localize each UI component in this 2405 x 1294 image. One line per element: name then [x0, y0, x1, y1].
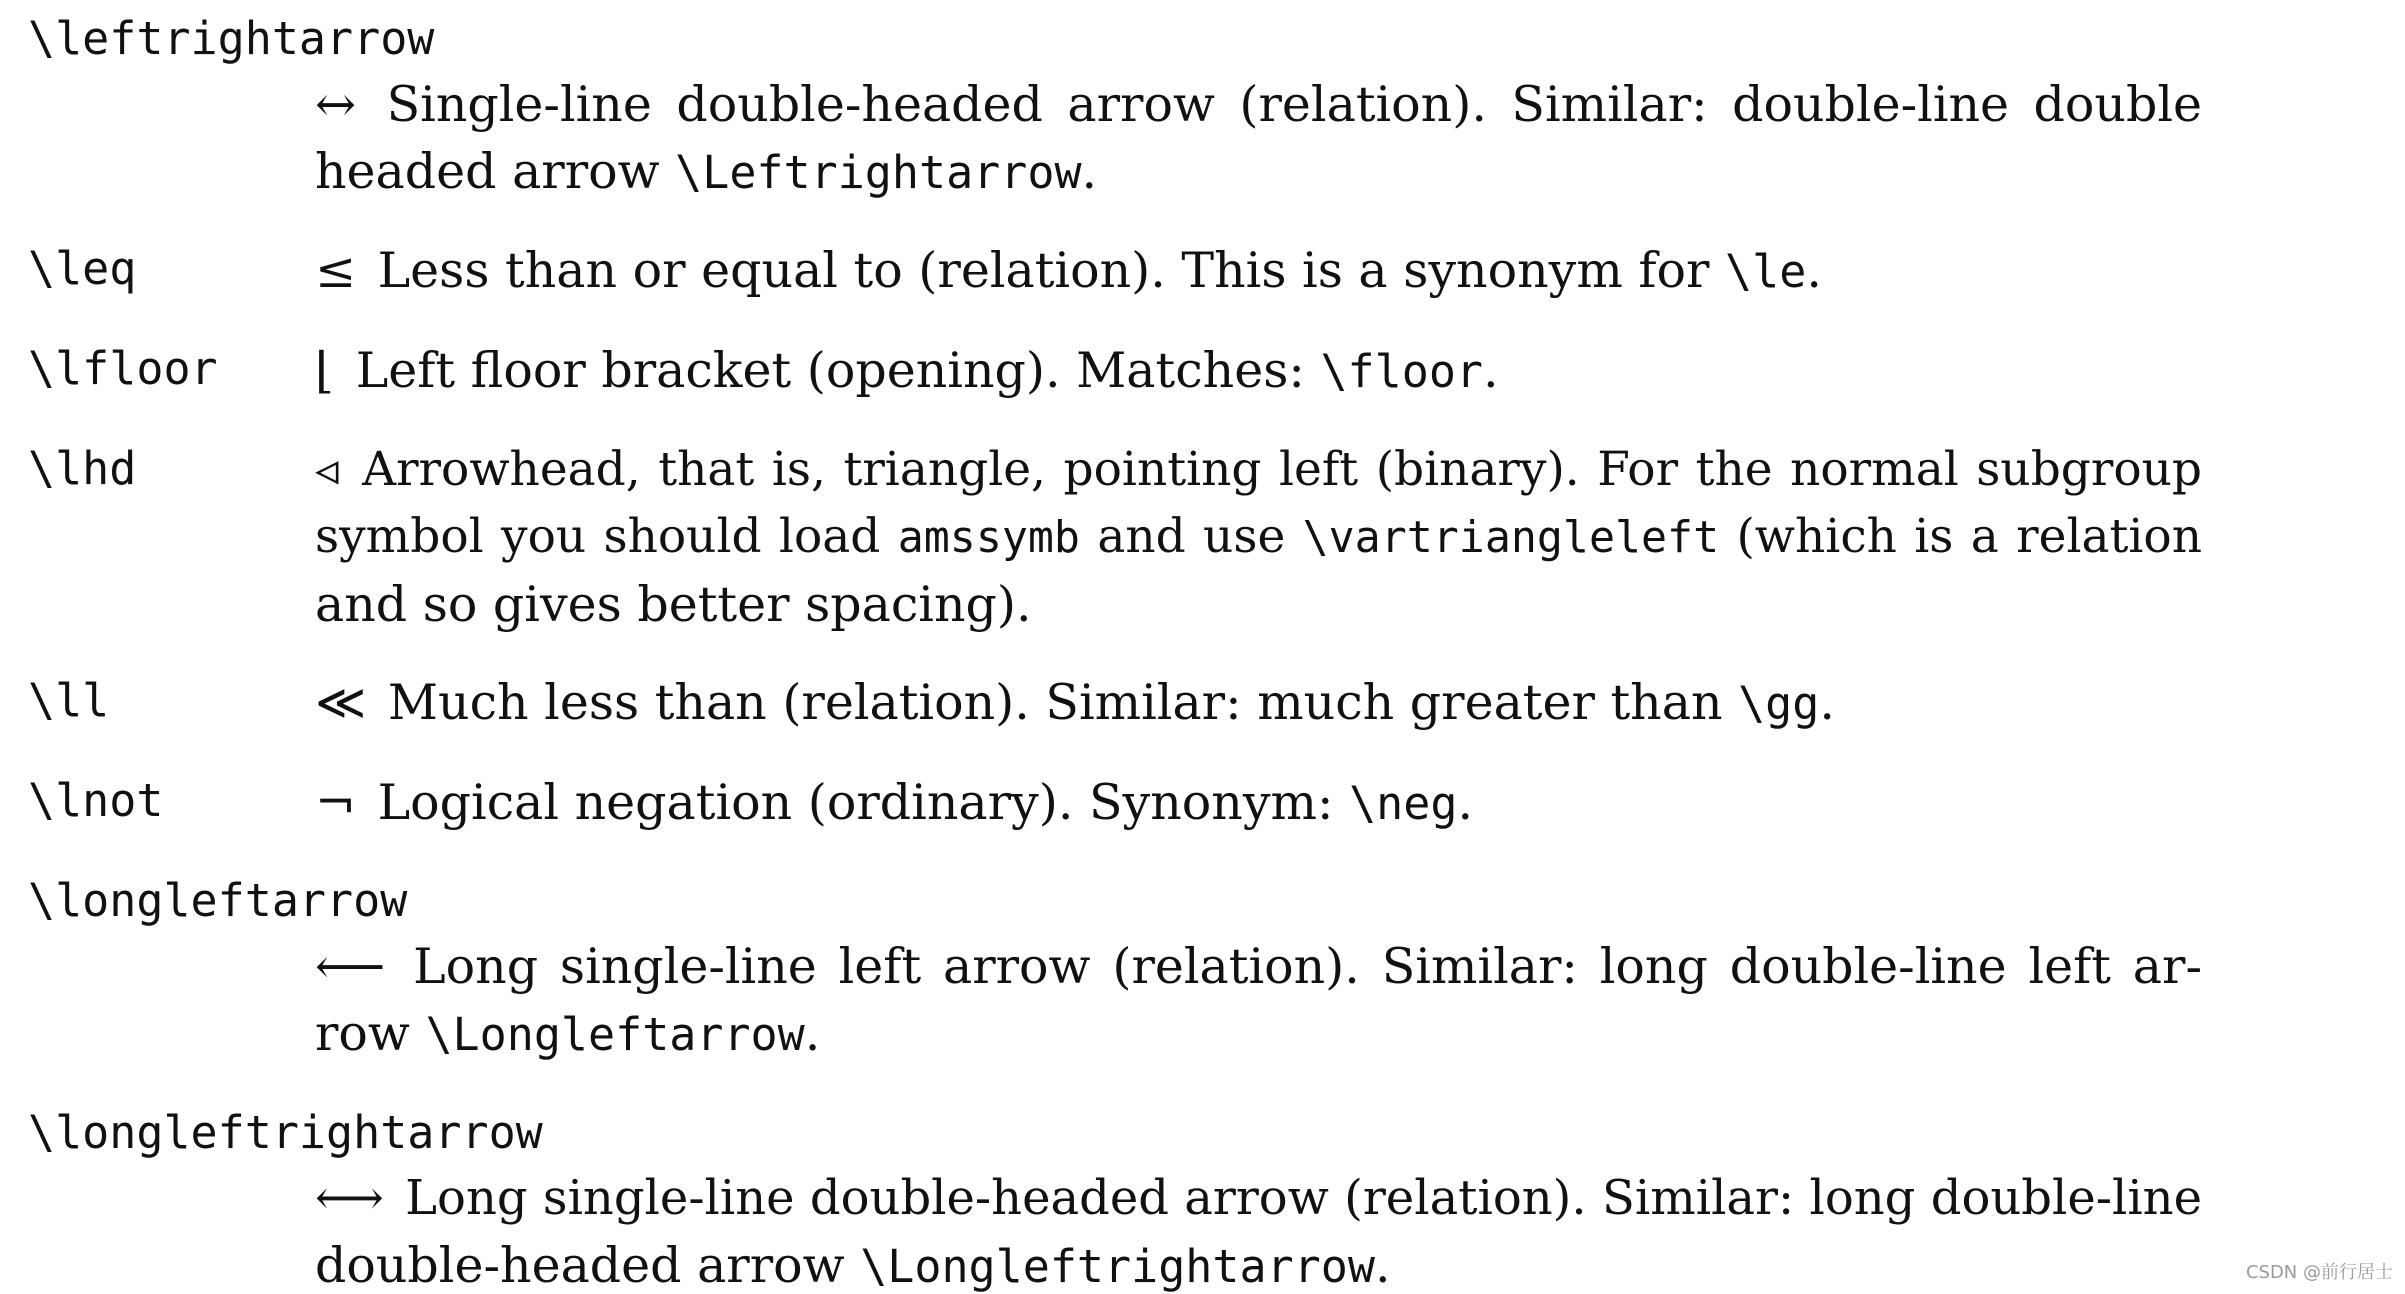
- description-line: [315, 576, 1032, 633]
- command-name: \ll: [28, 674, 110, 727]
- description-text: .: [1374, 1237, 1391, 1294]
- description-line: [315, 938, 2202, 995]
- longleftarrow-symbol-icon: ⟵: [315, 938, 386, 995]
- command-name: \lhd: [28, 442, 137, 495]
- description-text: Logical negation (ordinary). Synonym:: [377, 774, 1350, 831]
- code-reference: amssymb: [897, 513, 1080, 563]
- lnot-symbol-icon: ¬: [315, 774, 357, 831]
- description-text: Less than or equal to (relation). This is a synonym for: [377, 242, 1726, 299]
- command-name: \leq: [28, 242, 137, 295]
- description-text: Much less than (relation). Similar: much greater than: [387, 674, 1739, 731]
- description-line: [315, 674, 1835, 731]
- description-line: [315, 1237, 1391, 1294]
- command-name: \longleftarrow: [28, 874, 408, 927]
- description-line: [315, 774, 1474, 831]
- description-line: [315, 1170, 2203, 1226]
- description-text: symbol you should load: [315, 509, 898, 564]
- description-line: [315, 76, 2203, 133]
- longleftrightarrow-symbol-icon: ⟷: [315, 1170, 384, 1226]
- code-reference: \Longleftrightarrow: [860, 1240, 1375, 1293]
- description-line: [315, 442, 2202, 497]
- command-name: \longleftrightarrow: [28, 1106, 543, 1159]
- description-line: [315, 342, 1499, 399]
- ll-symbol-icon: ≪: [315, 674, 367, 731]
- description-text: Long single-line double-headed arrow (relation). Similar: long double-line: [405, 1170, 2203, 1226]
- description-text: Left floor bracket (opening). Matches:: [355, 342, 1321, 399]
- description-text: Arrowhead, that is, triangle, pointing left (binary). For the normal subgroup: [362, 442, 2202, 497]
- leftrightarrow-symbol-icon: ↔: [315, 76, 357, 133]
- description-text: and so gives better spacing).: [315, 576, 1032, 633]
- description-text: double-headed arrow: [315, 1237, 861, 1294]
- description-text: .: [1483, 342, 1499, 399]
- description-line: [315, 509, 2202, 564]
- description-text: row: [315, 1005, 426, 1062]
- watermark: CSDN @前行居士: [2245, 1262, 2393, 1283]
- description-text: .: [1457, 774, 1474, 831]
- description-text: .: [1081, 143, 1098, 200]
- code-reference: \Leftrightarrow: [675, 146, 1082, 199]
- description-text: .: [804, 1005, 821, 1062]
- description-line: [315, 143, 1098, 200]
- leq-symbol-icon: ≤: [315, 242, 357, 299]
- code-reference: \Longleftarrow: [425, 1008, 805, 1061]
- code-reference: \floor: [1320, 345, 1484, 398]
- code-reference: \vartriangleleft: [1302, 513, 1720, 563]
- lhd-symbol-icon: ◃: [315, 442, 339, 497]
- description-text: headed arrow: [315, 143, 676, 200]
- description-text: and use: [1079, 509, 1303, 564]
- command-name: \leftrightarrow: [28, 12, 435, 65]
- description-text: Long single-line left arrow (relation). Similar: long double-line left ar-: [413, 938, 2202, 995]
- command-name: \lnot: [28, 774, 164, 827]
- lfloor-symbol-icon: ⌊: [315, 342, 335, 399]
- description-text: Single-line double-headed arrow (relation). Similar: double-line double: [386, 76, 2203, 133]
- description-text: .: [1819, 674, 1835, 731]
- command-name: \lfloor: [28, 342, 218, 395]
- description-text: (which is a relation: [1719, 509, 2202, 564]
- code-reference: \neg: [1349, 777, 1458, 830]
- code-reference: \gg: [1738, 677, 1820, 730]
- description-line: [315, 242, 1822, 299]
- description-line: [315, 1005, 821, 1062]
- description-text: .: [1806, 242, 1822, 299]
- code-reference: \le: [1725, 245, 1807, 298]
